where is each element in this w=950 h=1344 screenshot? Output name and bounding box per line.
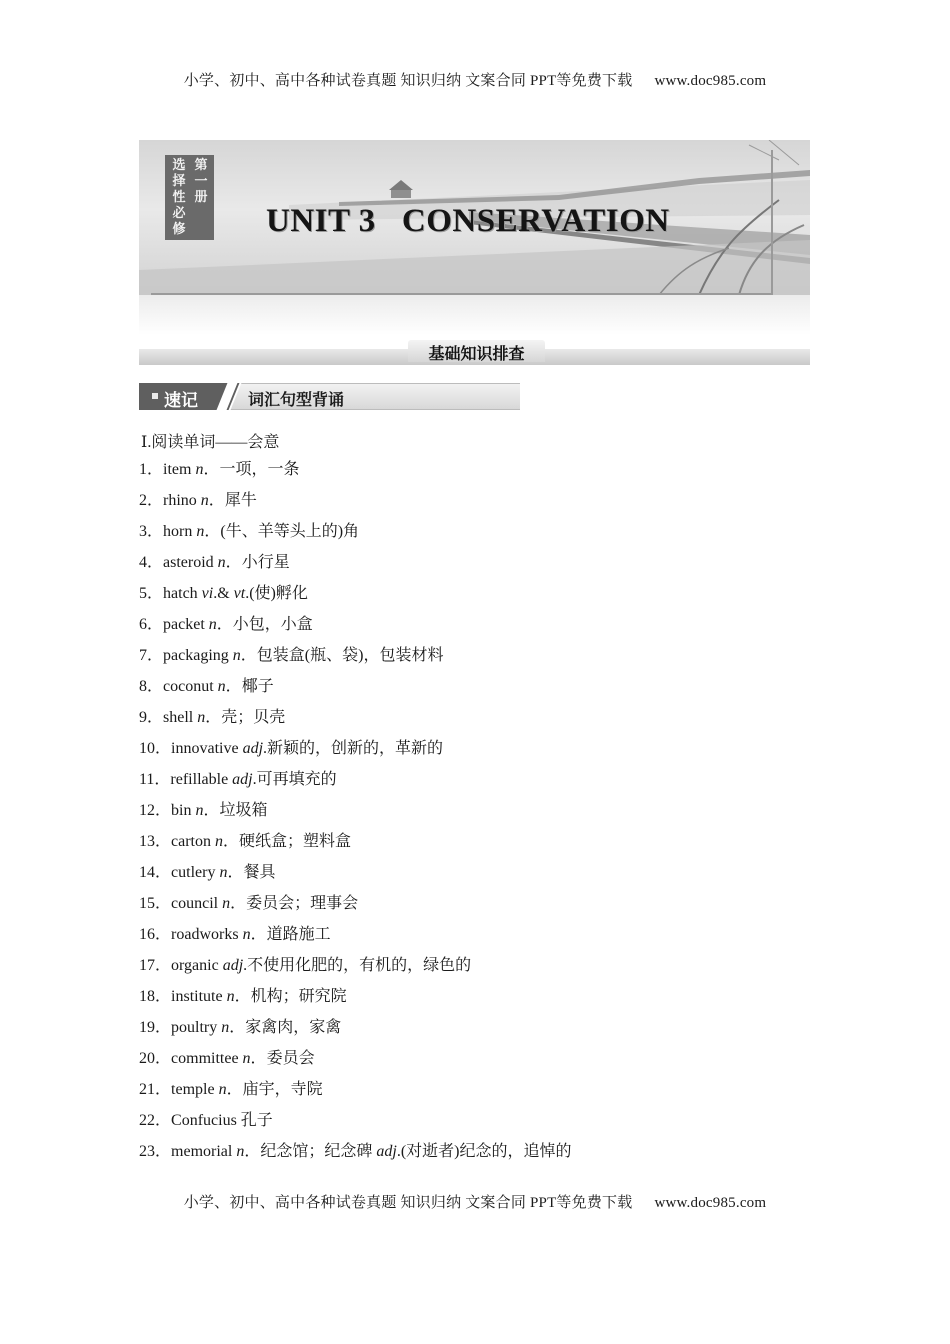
- vocab-item: 16．roadworks n．道路施工: [139, 926, 331, 943]
- badge-char: 册: [194, 190, 208, 205]
- vocab-item: 15．council n．委员会；理事会: [139, 895, 359, 912]
- vocab-item: 8．coconut n．椰子: [139, 678, 274, 695]
- badge-char: 修: [172, 222, 186, 237]
- unit-title: UNIT 3 CONSERVATION: [266, 203, 670, 239]
- section-title: 基础知识排查: [428, 344, 525, 363]
- book-badge: [165, 155, 214, 240]
- vocab-item: 14．cutlery n．餐具: [139, 864, 276, 881]
- memo-subtitle: 词汇句型背诵: [248, 390, 345, 409]
- badge-char: 一: [194, 174, 208, 189]
- vocab-item: 11．refillable adj.可再填充的: [139, 771, 337, 788]
- vocab-item: 18．institute n．机构；研究院: [139, 988, 347, 1005]
- vocab-list: [139, 458, 839, 1171]
- vocab-item: 1．item n．一项，一条: [139, 461, 300, 478]
- vocab-item: 19．poultry n．家禽肉，家禽: [139, 1019, 342, 1036]
- footer-site: www.doc985.com: [654, 1195, 767, 1211]
- header-site: www.doc985.com: [654, 73, 767, 89]
- badge-char: 性: [172, 190, 186, 205]
- vocab-item: 4．asteroid n．小行星: [139, 554, 290, 571]
- vocab-item: 22．Confucius 孔子: [139, 1112, 273, 1129]
- badge-char: 选: [172, 158, 186, 173]
- vocab-item: 10．innovative adj.新颖的，创新的，革新的: [139, 740, 444, 757]
- vocab-item: 21．temple n．庙宇，寺院: [139, 1081, 323, 1098]
- page-header: [0, 69, 950, 90]
- vocab-item: 6．packet n．小包，小盒: [139, 616, 313, 633]
- vocab-item: 7．packaging n．包装盒(瓶、袋)，包装材料: [139, 647, 444, 664]
- vocab-item: 20．committee n．委员会: [139, 1050, 315, 1067]
- vocab-item: 5．hatch vi.& vt.(使)孵化: [139, 585, 308, 602]
- reading-heading: Ⅰ.阅读单词——会意: [141, 434, 280, 451]
- badge-char: 必: [172, 206, 186, 221]
- badge-char: 第: [194, 158, 208, 173]
- vocab-item: 17．organic adj.不使用化肥的，有机的，绿色的: [139, 957, 472, 974]
- vocab-item: 9．shell n．壳；贝壳: [139, 709, 286, 726]
- badge-char: 择: [172, 174, 186, 189]
- vocab-item: 23．memorial n．纪念馆；纪念碑 adj.(对逝者)纪念的，追悼的: [139, 1143, 572, 1160]
- badge-right-column: [192, 158, 210, 206]
- header-text: 小学、初中、高中各种试卷真题 知识归纳 文案合同 PPT等免费下载: [183, 73, 633, 89]
- bullet-square-icon: [152, 393, 158, 399]
- vocab-item: 2．rhino n．犀牛: [139, 492, 257, 509]
- footer-text: 小学、初中、高中各种试卷真题 知识归纳 文案合同 PPT等免费下载: [183, 1195, 633, 1211]
- memo-label: 速记: [164, 391, 198, 411]
- vocab-item: 3．horn n．(牛、羊等头上的)角: [139, 523, 360, 540]
- banner-fade: [139, 295, 810, 335]
- badge-left-column: [170, 158, 188, 238]
- page-footer: [0, 1191, 950, 1212]
- vocab-item: 13．carton n．硬纸盒；塑料盒: [139, 833, 352, 850]
- vocab-item: 12．bin n．垃圾箱: [139, 802, 268, 819]
